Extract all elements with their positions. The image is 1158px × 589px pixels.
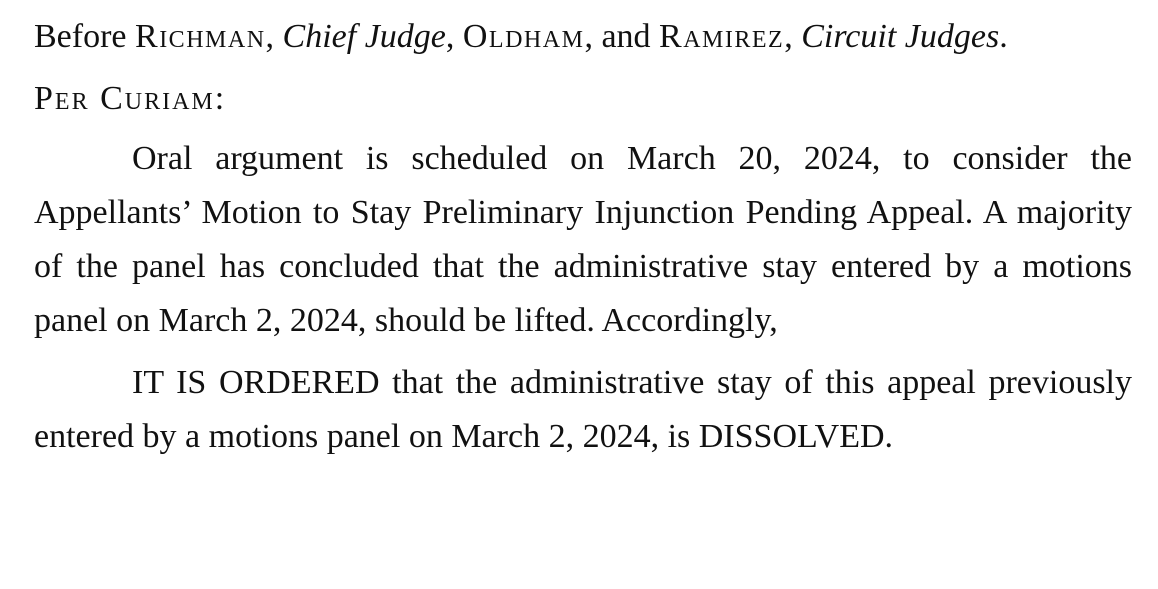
- separator: ,: [784, 18, 802, 55]
- separator: ,: [265, 18, 283, 55]
- line-end: .: [999, 18, 1008, 55]
- chief-judge-title: Chief Judge: [282, 18, 446, 55]
- paragraph-oral-argument: Oral argument is scheduled on March 20, 2024, to consider the Appellants’ Motion to Stay Preliminary Injunction Pending Appeal. A majority of the panel has concluded that the administrative stay entered by a motions panel on March 2, 2024, should be lifted. Accordingly,: [34, 140, 1132, 339]
- circuit-judges-title: Circuit Judges: [801, 18, 1000, 55]
- separator: ,: [445, 18, 463, 55]
- judge-ramirez: Ramirez: [659, 18, 785, 55]
- per-curiam-heading: Per Curiam:: [34, 80, 227, 117]
- judge-richman: Richman: [135, 18, 266, 55]
- separator: , and: [584, 18, 660, 55]
- panel-line: [34, 10, 1132, 64]
- judge-oldham: Oldham: [462, 18, 585, 55]
- before-prefix: Before: [34, 18, 136, 55]
- document-page: [34, 0, 1132, 464]
- paragraph-order: IT IS ORDERED that the administrative stay of this appeal previously entered by a motions panel on March 2, 2024, is DISSOLVED.: [34, 364, 1132, 455]
